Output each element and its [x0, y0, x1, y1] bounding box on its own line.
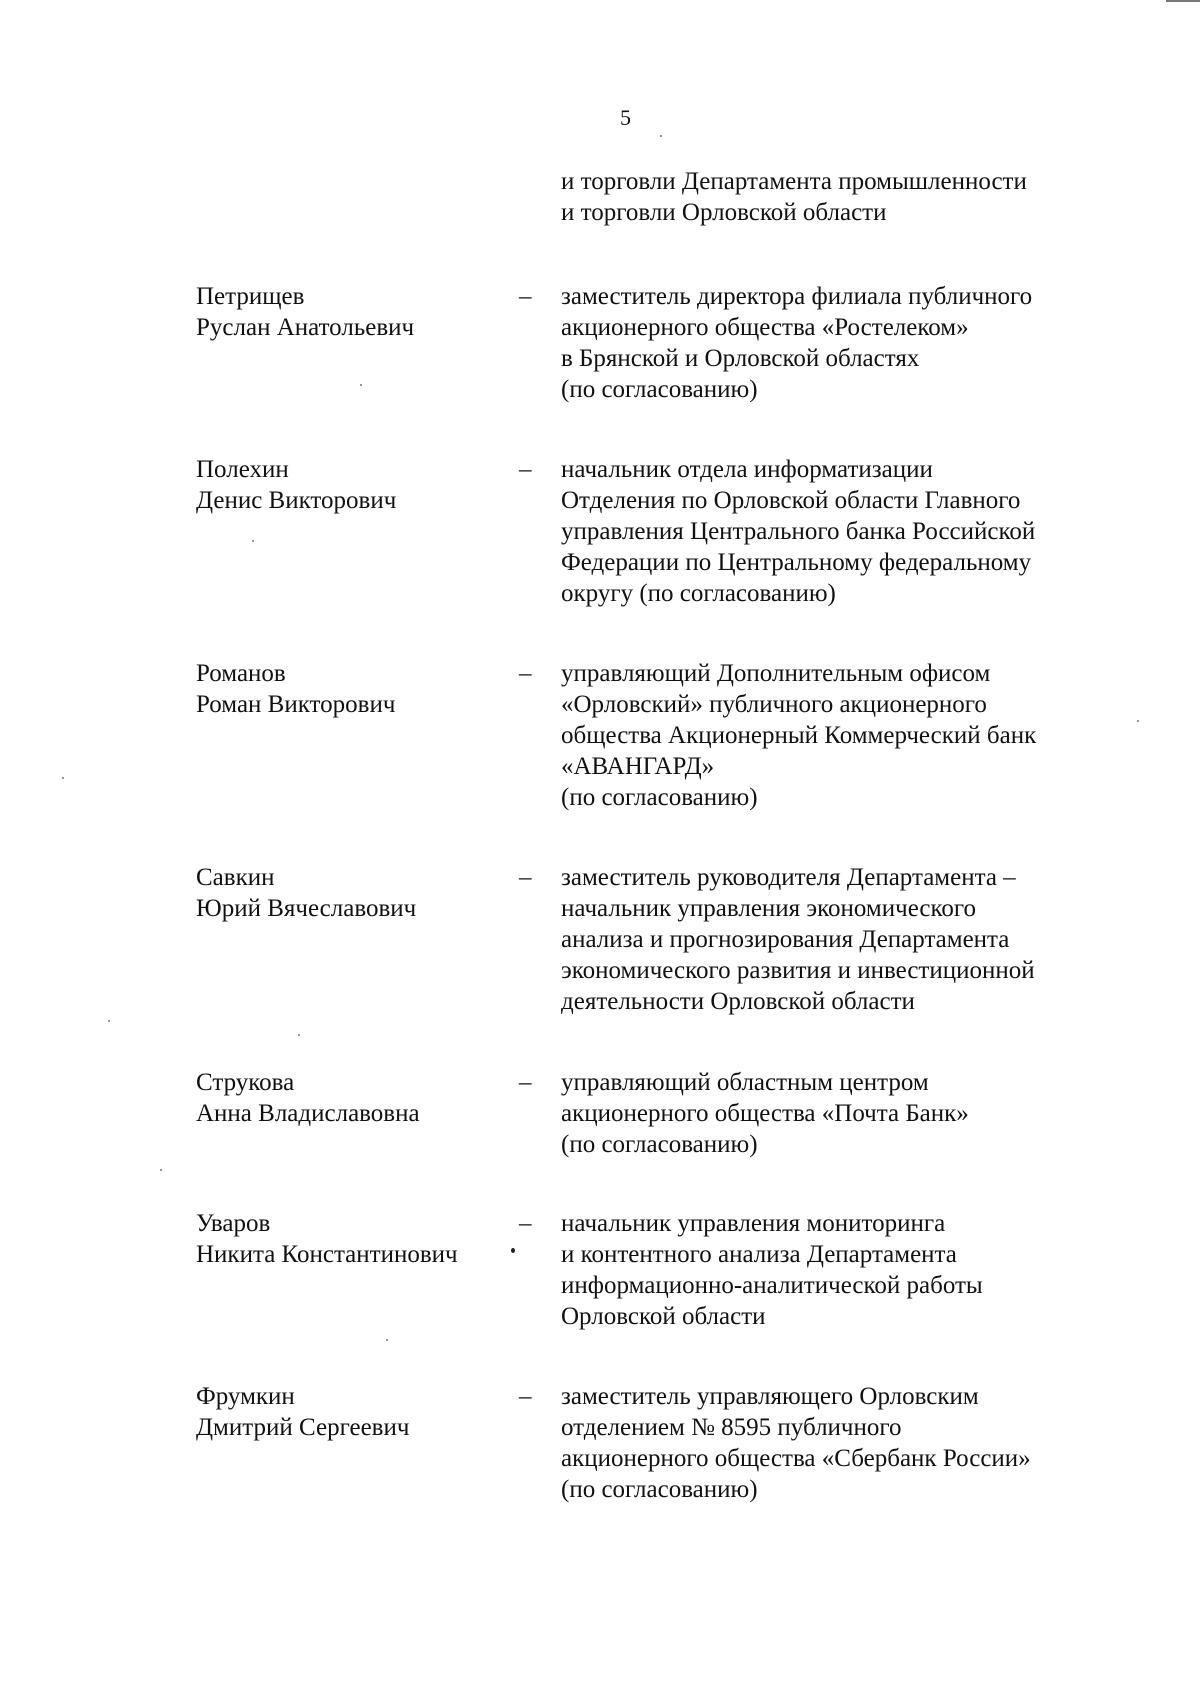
scan-speck: [160, 1169, 162, 1171]
description-line: (по согласованию): [561, 1131, 758, 1158]
dash-separator: –: [519, 1383, 532, 1410]
member-surname: Романов: [196, 660, 286, 687]
scan-speck: [386, 1339, 388, 1341]
member-name: [196, 281, 496, 343]
dash-separator: –: [519, 1210, 532, 1237]
dash-separator: –: [519, 1069, 532, 1096]
member-given-names: Руслан Анатольевич: [196, 314, 415, 341]
member-given-names: Никита Константинович: [196, 1241, 458, 1268]
description-line: заместитель директора филиала публичного: [561, 283, 1033, 310]
description-line: (по согласованию): [561, 1476, 758, 1503]
description-line: управляющий областным центром: [561, 1069, 929, 1096]
member-surname: Струкова: [196, 1069, 295, 1096]
member-given-names: Юрий Вячеславович: [196, 895, 417, 922]
member-name: [196, 658, 496, 720]
scan-speck: [252, 540, 254, 542]
continuation-text: [561, 166, 1081, 228]
description-line: начальник управления мониторинга: [561, 1210, 946, 1237]
member-name: [196, 1208, 496, 1270]
scan-speck: [62, 777, 64, 779]
member-surname: Уваров: [196, 1210, 271, 1237]
member-description: [561, 454, 1081, 609]
member-surname: Фрумкин: [196, 1383, 295, 1410]
description-line: (по согласованию): [561, 376, 758, 403]
description-line: акционерного общества «Ростелеком»: [561, 314, 969, 341]
continuation-line: и торговли Департамента промышленности: [561, 168, 1027, 195]
scan-speck: [511, 1248, 515, 1253]
scan-speck: [1137, 720, 1139, 722]
description-line: акционерного общества «Почта Банк»: [561, 1100, 969, 1127]
description-line: управления Центрального банка Российской: [561, 518, 1036, 545]
description-line: деятельности Орловской области: [561, 988, 915, 1015]
description-line: управляющий Дополнительным офисом: [561, 660, 991, 687]
member-description: [561, 1208, 1081, 1332]
member-given-names: Дмитрий Сергеевич: [196, 1414, 410, 1441]
member-description: [561, 1067, 1081, 1160]
description-line: и контентного анализа Департамента: [561, 1241, 957, 1268]
page-number: 5: [620, 105, 631, 130]
scan-speck: [108, 1020, 110, 1022]
member-surname: Петрищев: [196, 283, 305, 310]
description-line: «Орловский» публичного акционерного: [561, 691, 987, 718]
description-line: общества Акционерный Коммерческий банк: [561, 722, 1037, 749]
description-line: акционерного общества «Сбербанк России»: [561, 1445, 1031, 1472]
description-line: Федерации по Центральному федеральному: [561, 549, 1032, 576]
description-line: (по согласованию): [561, 784, 758, 811]
description-line: заместитель руководителя Департамента –: [561, 864, 1016, 891]
member-description: [561, 862, 1081, 1017]
description-line: округу (по согласованию): [561, 580, 836, 607]
description-line: Орловской области: [561, 1303, 766, 1330]
description-line: отделением № 8595 публичного: [561, 1414, 902, 1441]
description-line: начальник отдела информатизации: [561, 456, 933, 483]
scan-speck: [660, 135, 662, 137]
description-line: Отделения по Орловской области Главного: [561, 487, 1021, 514]
member-surname: Савкин: [196, 864, 275, 891]
description-line: в Брянской и Орловской областях: [561, 345, 920, 372]
continuation-line: и торговли Орловской области: [561, 199, 887, 226]
member-name: [196, 1067, 496, 1129]
member-description: [561, 1381, 1081, 1505]
description-line: «АВАНГАРД»: [561, 753, 715, 780]
member-given-names: Анна Владиславовна: [196, 1100, 420, 1127]
dash-separator: –: [519, 864, 532, 891]
member-given-names: Роман Викторович: [196, 691, 396, 718]
member-description: [561, 658, 1081, 813]
description-line: экономического развития и инвестиционной: [561, 957, 1035, 984]
dash-separator: –: [519, 660, 532, 687]
scan-edge-mark: [1166, 0, 1200, 8]
description-line: начальник управления экономического: [561, 895, 977, 922]
description-line: анализа и прогнозирования Департамента: [561, 926, 1010, 953]
member-given-names: Денис Викторович: [196, 487, 397, 514]
description-line: информационно-аналитической работы: [561, 1272, 983, 1299]
member-surname: Полехин: [196, 456, 289, 483]
scan-speck: [360, 384, 362, 386]
member-description: [561, 281, 1081, 405]
member-name: [196, 1381, 496, 1443]
dash-separator: –: [519, 456, 532, 483]
scan-speck: [298, 1034, 300, 1036]
member-name: [196, 862, 496, 924]
description-line: заместитель управляющего Орловским: [561, 1383, 979, 1410]
dash-separator: –: [519, 283, 532, 310]
member-name: [196, 454, 496, 516]
